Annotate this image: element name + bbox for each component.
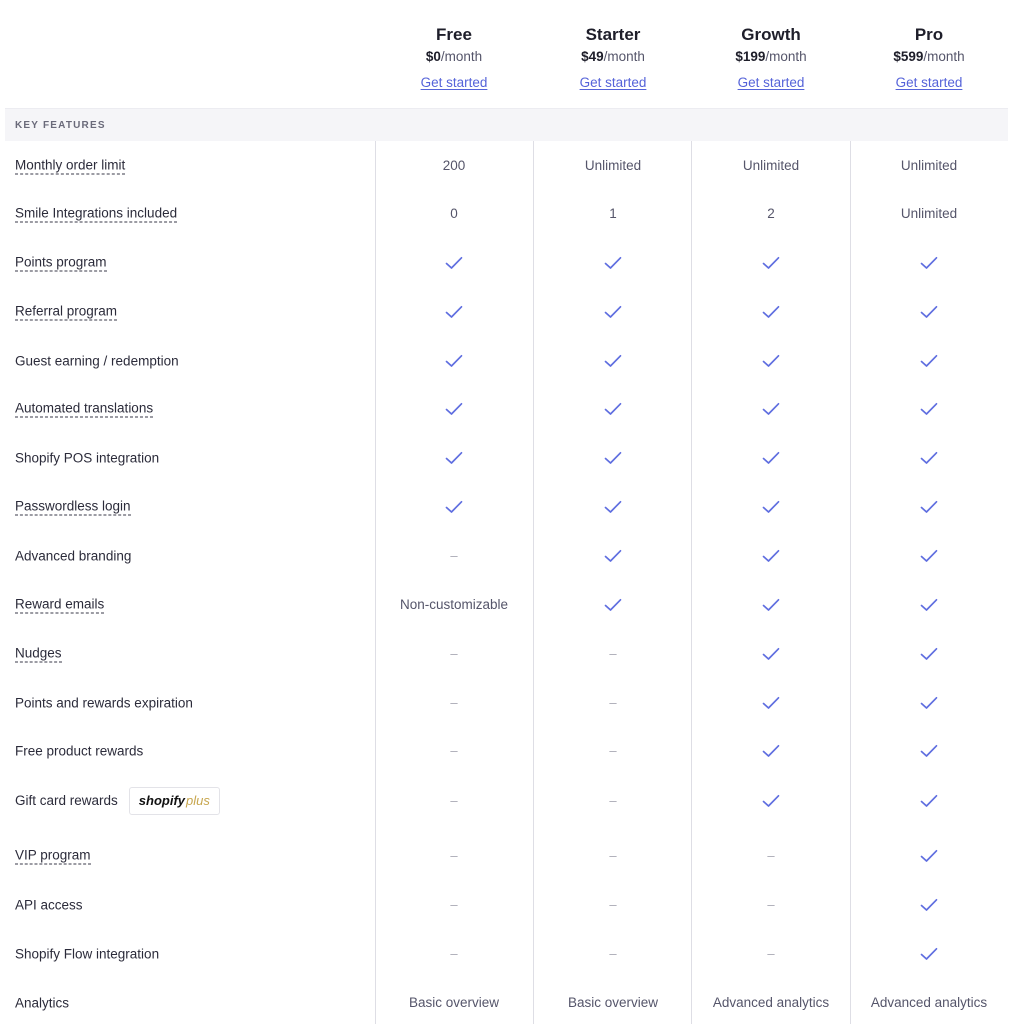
check-icon [850, 531, 1008, 580]
feature-label[interactable]: Passwordless login [15, 498, 131, 513]
check-icon [850, 433, 1008, 482]
table-row [0, 287, 1020, 336]
feature-value: Unlimited [900, 206, 958, 221]
dash-icon: – [450, 548, 458, 563]
check-icon [534, 531, 692, 580]
dash-icon: – [609, 897, 617, 912]
check-icon [534, 580, 692, 629]
dash-icon: – [609, 848, 617, 863]
not-included-dash [692, 929, 850, 978]
check-icon [375, 287, 533, 336]
table-row [0, 238, 1020, 287]
feature-label: Shopify Flow integration [15, 946, 160, 961]
section-title: KEY FEATURES [15, 120, 106, 131]
feature-name [15, 157, 125, 174]
table-row [0, 726, 1020, 775]
dash-icon: – [450, 897, 458, 912]
dash-icon: – [609, 695, 617, 710]
feature-label: API access [15, 897, 83, 912]
plan-starter [534, 24, 692, 92]
table-row [0, 929, 1020, 978]
feature-value: 200 [442, 158, 466, 173]
check-icon [692, 580, 850, 629]
table-row [0, 482, 1020, 531]
check-icon [850, 336, 1008, 385]
dash-icon: – [767, 946, 775, 961]
check-icon [534, 287, 692, 336]
price-amount: $599 [893, 49, 924, 64]
plan-growth [692, 24, 850, 92]
check-icon [692, 678, 850, 727]
feature-name [15, 645, 62, 662]
check-icon [534, 384, 692, 433]
table-row [0, 384, 1020, 433]
dash-icon: – [609, 743, 617, 758]
feature-label[interactable]: Points program [15, 254, 107, 269]
feature-name [15, 995, 69, 1010]
price-amount: $0 [425, 49, 441, 64]
plan-name: Starter [585, 25, 641, 44]
check-icon [850, 580, 1008, 629]
check-icon [692, 629, 850, 678]
get-started-pro-link[interactable]: Get started [895, 75, 963, 90]
table-row [0, 141, 1020, 190]
feature-name [15, 743, 143, 758]
feature-value: Advanced analytics [712, 995, 830, 1010]
feature-label: Gift card rewards [15, 793, 118, 808]
check-icon [850, 287, 1008, 336]
feature-name [15, 400, 153, 417]
check-icon [534, 336, 692, 385]
plan-price [375, 47, 533, 67]
plan-pro [850, 24, 1008, 92]
check-icon [850, 880, 1008, 929]
check-icon [375, 384, 533, 433]
feature-value: Advanced analytics [870, 995, 988, 1010]
dash-icon: – [450, 646, 458, 661]
check-icon [692, 726, 850, 775]
get-started-growth-link[interactable]: Get started [737, 75, 805, 90]
check-icon [692, 433, 850, 482]
not-included-dash [534, 726, 692, 775]
feature-label: Points and rewards expiration [15, 695, 193, 710]
shopify-plus-badge [129, 787, 220, 815]
dash-icon: – [450, 848, 458, 863]
feature-label: Advanced branding [15, 548, 132, 563]
table-row [0, 978, 1020, 1024]
check-icon [375, 482, 533, 531]
check-icon [850, 482, 1008, 531]
plan-price [850, 47, 1008, 67]
check-icon [692, 776, 850, 825]
dash-icon: – [609, 646, 617, 661]
plan-name: Pro [914, 25, 944, 44]
not-included-dash [534, 776, 692, 825]
feature-label[interactable]: Referral program [15, 303, 118, 318]
check-icon [375, 238, 533, 287]
plan-price [692, 47, 850, 67]
check-icon [850, 384, 1008, 433]
not-included-dash [692, 831, 850, 880]
check-icon [692, 336, 850, 385]
not-included-dash [534, 678, 692, 727]
not-included-dash [375, 929, 533, 978]
feature-label: Shopify POS integration [15, 450, 160, 465]
check-icon [850, 678, 1008, 727]
check-icon [692, 238, 850, 287]
feature-name [15, 946, 159, 961]
feature-value: 2 [767, 206, 775, 221]
check-icon [534, 482, 692, 531]
feature-label: Free product rewards [15, 743, 144, 758]
feature-value: 0 [450, 206, 458, 221]
not-included-dash [375, 678, 533, 727]
dash-icon: – [450, 743, 458, 758]
not-included-dash [534, 629, 692, 678]
feature-name [15, 847, 91, 864]
dash-icon: – [450, 695, 458, 710]
table-row [0, 189, 1020, 238]
dash-icon: – [450, 946, 458, 961]
not-included-dash [375, 629, 533, 678]
price-amount: $49 [581, 49, 604, 64]
not-included-dash [534, 880, 692, 929]
table-row [0, 880, 1020, 929]
feature-value: Basic overview [408, 995, 500, 1010]
feature-label: Analytics [15, 995, 70, 1010]
feature-name [15, 695, 193, 710]
feature-label: Guest earning / redemption [15, 353, 179, 368]
price-period: /month [765, 49, 807, 64]
table-row [0, 580, 1020, 629]
check-icon [850, 776, 1008, 825]
plan-price [534, 47, 692, 67]
feature-name [15, 498, 131, 515]
feature-value: Non-customizable [399, 597, 509, 612]
table-row [0, 678, 1020, 727]
check-icon [534, 433, 692, 482]
feature-name [15, 205, 177, 222]
feature-label[interactable]: Automated translations [15, 400, 154, 415]
not-included-dash [375, 831, 533, 880]
check-icon [850, 726, 1008, 775]
not-included-dash [692, 880, 850, 929]
check-icon [375, 336, 533, 385]
not-included-dash [534, 831, 692, 880]
get-started-free-link[interactable]: Get started [420, 75, 488, 90]
plan-name: Free [436, 25, 472, 44]
table-row [0, 629, 1020, 678]
price-period: /month [440, 49, 483, 64]
not-included-dash [375, 726, 533, 775]
table-row [0, 336, 1020, 385]
badge-suffix: plus [186, 793, 210, 808]
table-row [0, 433, 1020, 482]
feature-label[interactable]: Nudges [15, 645, 62, 660]
price-period: /month [603, 49, 645, 64]
check-icon [850, 629, 1008, 678]
check-icon [850, 238, 1008, 287]
badge-brand: shopify [138, 793, 186, 808]
plan-free [375, 24, 533, 92]
feature-value: Unlimited [742, 158, 800, 173]
get-started-starter-link[interactable]: Get started [579, 75, 647, 90]
not-included-dash [375, 880, 533, 929]
feature-label[interactable]: VIP program [15, 847, 91, 862]
check-icon [850, 929, 1008, 978]
dash-icon: – [767, 848, 775, 863]
feature-value: Unlimited [900, 158, 958, 173]
check-icon [375, 433, 533, 482]
feature-name [15, 353, 179, 368]
table-row [0, 531, 1020, 580]
pricing-header [0, 0, 1020, 108]
feature-value: Basic overview [567, 995, 659, 1010]
feature-name [15, 254, 107, 271]
plan-name: Growth [741, 25, 801, 44]
feature-name [15, 548, 131, 563]
table-row [0, 776, 1020, 825]
feature-name [15, 787, 220, 815]
check-icon [692, 287, 850, 336]
feature-name [15, 303, 117, 320]
feature-label[interactable]: Smile Integrations included [15, 205, 178, 220]
not-included-dash [375, 531, 533, 580]
check-icon [692, 531, 850, 580]
table-row [0, 831, 1020, 880]
feature-value: Unlimited [584, 158, 642, 173]
feature-value: 1 [609, 206, 617, 221]
check-icon [692, 384, 850, 433]
check-icon [534, 238, 692, 287]
price-amount: $199 [735, 49, 766, 64]
feature-label[interactable]: Reward emails [15, 596, 105, 611]
dash-icon: – [450, 793, 458, 808]
dash-icon: – [767, 897, 775, 912]
dash-icon: – [609, 946, 617, 961]
check-icon [850, 831, 1008, 880]
not-included-dash [534, 929, 692, 978]
section-header-key-features [5, 108, 1008, 141]
dash-icon: – [609, 793, 617, 808]
price-period: /month [923, 49, 965, 64]
feature-label[interactable]: Monthly order limit [15, 157, 126, 172]
feature-name [15, 897, 83, 912]
not-included-dash [375, 776, 533, 825]
check-icon [692, 482, 850, 531]
feature-name [15, 450, 159, 465]
feature-name [15, 596, 104, 613]
